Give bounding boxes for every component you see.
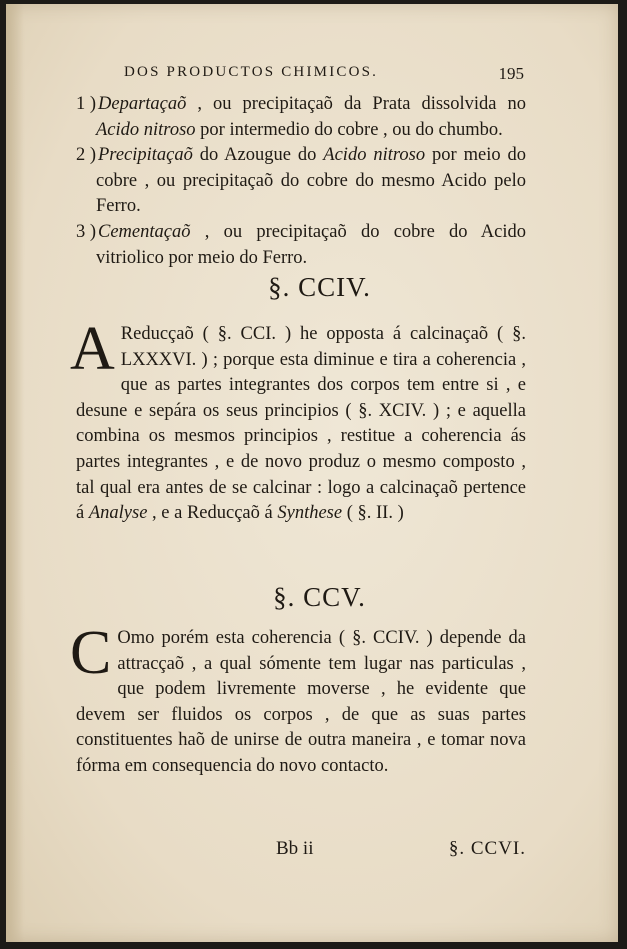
page-footer (76, 838, 526, 864)
paragraph-ccv: C Omo porém esta coherencia ( §. CCIV. ) depende da attracçaõ , a qual sómente tem lugar nas particulas , que podem livremente moverse , he evidente que devem ser fluidos os corpos , de que as suas partes constituentes haõ de unirse de outra maneira , e tomar nova fórma em consequencia do novo contacto. (70, 619, 526, 776)
list-item-2: 2 ) Precipitaçaõ do Azougue do Acido nitroso por meio do cobre , ou precipitaçaõ do cobre do mesmo Acido pelo Ferro. (76, 145, 526, 217)
numbered-list (76, 92, 526, 271)
list-item-1: 1 ) Departaçaõ , ou precipitaçaõ da Prata dissolvida no Acido nitroso por intermedio do cobre , ou do chumbo. (76, 94, 526, 140)
page-gutter-shadow (6, 4, 24, 942)
page-number: 195 (498, 64, 524, 83)
signature-mark: Bb ii (276, 838, 314, 859)
section-heading-ccv: §. CCV. (273, 582, 366, 612)
running-head (124, 64, 524, 81)
catchword: §. CCVI. (448, 838, 526, 859)
dropcap-c: C (70, 619, 112, 687)
book-page (6, 4, 618, 942)
list-item-3: 3 ) Cementaçaõ , ou precipitaçaõ do cobre do Acido vitriolico por meio do Ferro. (76, 221, 526, 268)
section-heading-cciv: §. CCIV. (268, 272, 371, 302)
running-head-title: DOS PRODUCTOS CHIMICOS. (124, 64, 379, 80)
dropcap-a: A (70, 315, 115, 383)
paragraph-cciv: A Reducçaõ ( §. CCI. ) he opposta á calcinaçaõ ( §. LXXXVI. ) ; porque esta diminue e tira a coherencia , que as partes integrantes dos corpos tem entre si , e desune e sepára os seus principios ( §. XCIV. ) ; e aquella combina os mesmos principios , restitue a coherencia ás partes integrantes , e de novo produz o mesmo composto , tal qual era antes de se calcinar : logo a calcinaçaõ pertence á Analyse , e a Reducçaõ á Synthese ( §. II. ) (70, 315, 526, 524)
